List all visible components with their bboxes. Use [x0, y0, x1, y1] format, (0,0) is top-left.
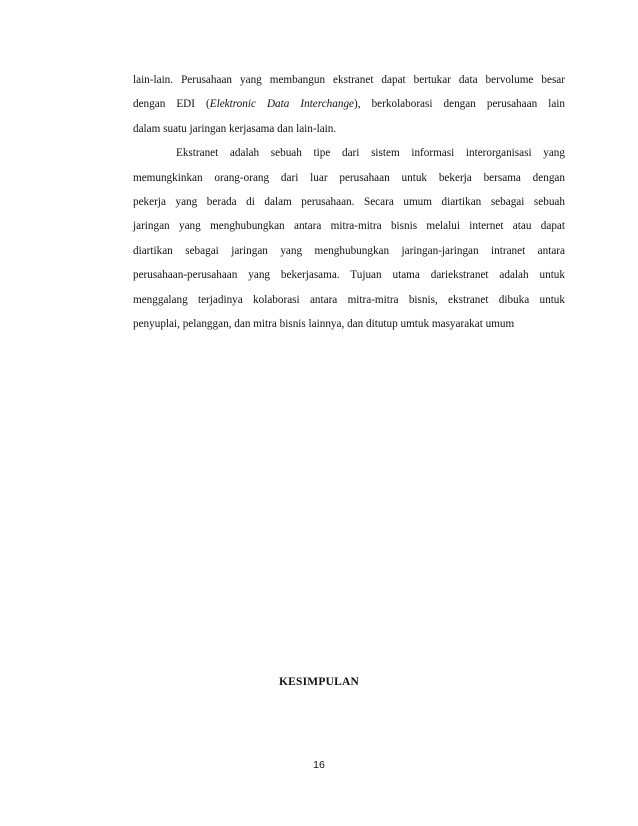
line-text: ), berkolaborasi dengan perusahaan lain [354, 98, 565, 111]
paragraph-line: menggalang terjadinya kolaborasi antara mitra-mitra bisnis, ekstranet dibuka untuk [133, 293, 565, 306]
paragraph-line: dalam suatu jaringan kerjasama dan lain-lain. [133, 122, 337, 135]
section-heading: KESIMPULAN [279, 676, 359, 688]
page-number: 16 [313, 759, 325, 771]
paragraph-line: Ekstranet adalah sebuah tipe dari sistem informasi interorganisasi yang [176, 147, 565, 160]
line-text: dengan EDI ( [133, 98, 210, 111]
body-text [133, 68, 565, 336]
paragraph-line: pekerja yang berada di dalam perusahaan. Secara umum diartikan sebagai sebuah [133, 195, 565, 208]
paragraph-line: perusahaan-perusahaan yang bekerjasama. Tujuan utama dariekstranet adalah untuk [133, 269, 565, 282]
italic-term: Elektronic Data Interchange [209, 98, 355, 111]
paragraph-line: memungkinkan orang-orang dari luar perusahaan untuk bekerja bersama dengan [133, 171, 565, 184]
paragraph-line: penyuplai, pelanggan, dan mitra bisnis lainnya, dan ditutup umtuk masyarakat umum [133, 317, 515, 330]
paragraph-line [133, 92, 565, 116]
paragraph-line: jaringan yang menghubungkan antara mitra-mitra bisnis melalui internet atau dapat [133, 220, 565, 233]
paragraph-line: lain-lain. Perusahaan yang membangun ekstranet dapat bertukar data bervolume besar [133, 74, 565, 86]
paragraph-line: diartikan sebagai jaringan yang menghubungkan jaringan-jaringan intranet antara [133, 244, 565, 257]
